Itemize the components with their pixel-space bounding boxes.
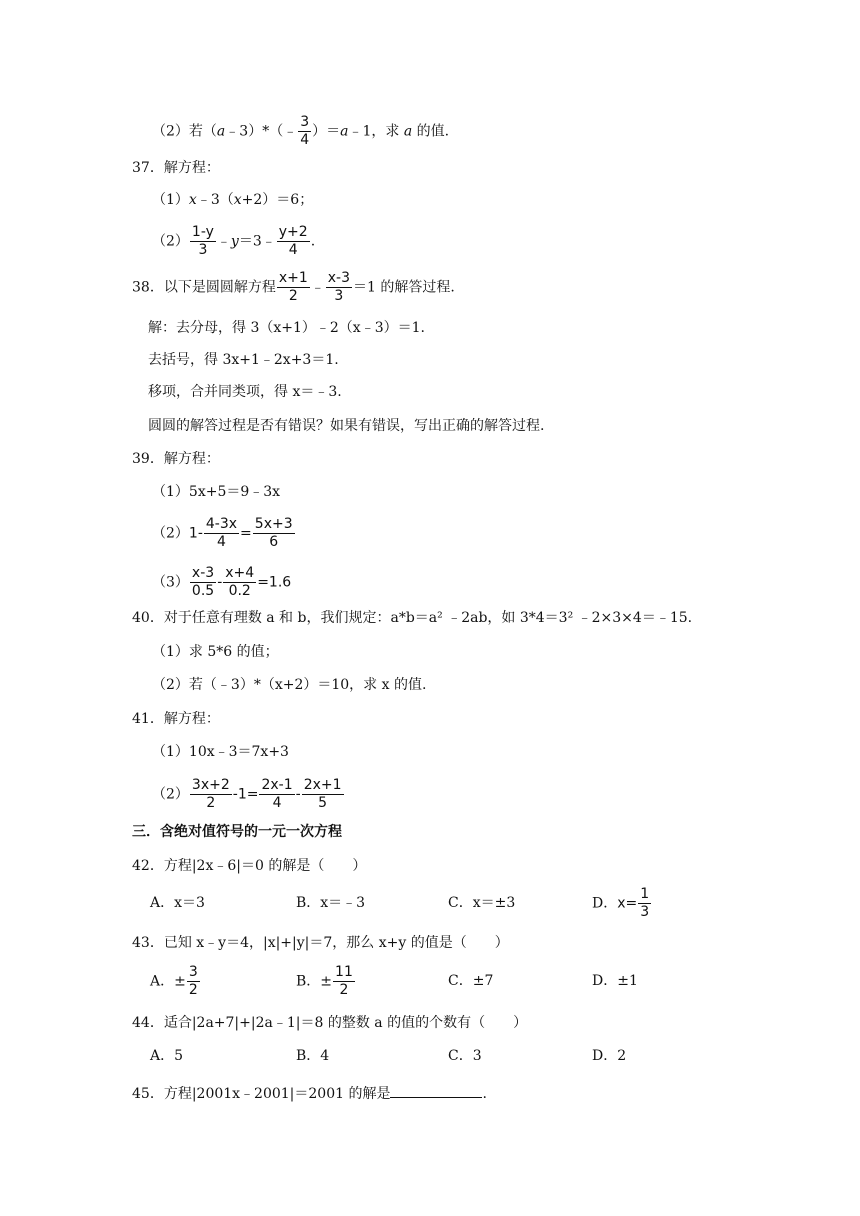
text: ﹣1，求 bbox=[348, 123, 400, 140]
text: ＝3﹣ bbox=[238, 233, 276, 250]
numerator: 5x+3 bbox=[254, 516, 293, 532]
q43-option-b[interactable] bbox=[296, 964, 356, 999]
var: x bbox=[233, 192, 242, 208]
text: （2） bbox=[152, 233, 189, 250]
q42-option-b[interactable]: B．x＝﹣3 bbox=[296, 895, 366, 911]
q39-part1: （1）5x+5＝9﹣3x bbox=[152, 484, 281, 500]
q44-stem: 44．适合|2a+7|+|2a﹣1|＝8 的整数 a 的值的个数有（ ） bbox=[132, 1015, 528, 1031]
text: ﹣3（ bbox=[196, 192, 234, 208]
text: ）＝ bbox=[312, 123, 341, 140]
numerator: 11 bbox=[335, 964, 353, 980]
var: x bbox=[188, 192, 197, 208]
q41-part1: （1）10x﹣3＝7x+3 bbox=[152, 744, 289, 760]
text: A．± bbox=[150, 973, 186, 990]
numerator: 3 bbox=[300, 114, 310, 130]
text: 的值. bbox=[416, 123, 450, 140]
numerator: 3x+2 bbox=[191, 777, 230, 793]
fraction bbox=[190, 224, 216, 259]
var: a bbox=[403, 123, 413, 140]
denominator: 2 bbox=[339, 982, 349, 998]
q42-option-c[interactable]: C．x＝±3 bbox=[448, 895, 516, 911]
q44-option-a[interactable]: A．5 bbox=[150, 1048, 184, 1064]
text: ﹣ bbox=[310, 279, 325, 296]
denominator: 3 bbox=[198, 242, 208, 258]
text: ﹣3）*（﹣ bbox=[225, 123, 298, 140]
q41-title: 41．解方程： bbox=[132, 711, 220, 727]
denominator: 5 bbox=[318, 795, 328, 811]
fraction bbox=[253, 516, 295, 551]
fraction bbox=[190, 565, 216, 600]
text: ﹣ bbox=[216, 233, 231, 250]
text: （2） bbox=[152, 525, 189, 542]
numerator: x-3 bbox=[327, 270, 351, 286]
text: - bbox=[217, 574, 223, 591]
text: - bbox=[295, 786, 301, 803]
q38-line1: 解：去分母，得 3（x+1）﹣2（x﹣3）＝1. bbox=[148, 320, 425, 336]
text: -1= bbox=[232, 786, 259, 803]
q38-stem bbox=[132, 270, 455, 305]
text: ＝1 的解答过程. bbox=[353, 279, 455, 296]
fraction bbox=[187, 964, 200, 999]
q43-option-a[interactable] bbox=[150, 964, 201, 999]
var: a bbox=[216, 123, 226, 140]
fraction bbox=[190, 777, 232, 812]
q37-part2 bbox=[152, 224, 315, 259]
text: （2） bbox=[152, 786, 189, 803]
fraction bbox=[638, 886, 651, 921]
denominator: 0.2 bbox=[228, 583, 251, 599]
answer-blank[interactable] bbox=[390, 1083, 482, 1098]
text: +2）＝6； bbox=[241, 192, 314, 208]
numerator: 2x+1 bbox=[303, 777, 342, 793]
q38-line3: 移项，合并同类项，得 x＝﹣3. bbox=[148, 384, 342, 400]
denominator: 4 bbox=[272, 795, 282, 811]
denominator: 3 bbox=[640, 904, 650, 920]
denominator: 2 bbox=[188, 982, 198, 998]
var: a bbox=[340, 123, 349, 140]
numerator: 1 bbox=[640, 886, 650, 902]
q37-part1 bbox=[152, 190, 313, 210]
numerator: 3 bbox=[188, 964, 198, 980]
q44-option-b[interactable]: B．4 bbox=[296, 1048, 330, 1064]
q38-line4: 圆圆的解答过程是否有错误？如果有错误，写出正确的解答过程. bbox=[148, 418, 545, 434]
q39-part2 bbox=[152, 516, 296, 551]
denominator: 4 bbox=[288, 242, 298, 258]
text: 1- bbox=[188, 525, 203, 542]
denominator: 3 bbox=[334, 288, 344, 304]
q42-option-d[interactable] bbox=[592, 886, 652, 921]
text: 45．方程|2001x﹣2001|＝2001 的解是 bbox=[132, 1086, 391, 1102]
text: . bbox=[482, 1086, 487, 1102]
section-heading: 三．含绝对值符号的一元一次方程 bbox=[132, 824, 342, 840]
text: . bbox=[310, 233, 316, 250]
fraction bbox=[223, 565, 256, 600]
numerator: 4-3x bbox=[205, 516, 238, 532]
fraction bbox=[277, 224, 310, 259]
denominator: 6 bbox=[269, 534, 279, 550]
numerator: x+1 bbox=[278, 270, 308, 286]
text: （3） bbox=[152, 574, 189, 591]
q42-option-a[interactable]: A．x＝3 bbox=[150, 895, 205, 911]
q43-stem: 43．已知 x﹣y＝4，|x|+|y|＝7，那么 x+y 的值是（ ） bbox=[132, 935, 509, 951]
q39-part3 bbox=[152, 565, 291, 600]
text: （2）若（ bbox=[152, 123, 217, 140]
text: x= bbox=[617, 895, 638, 912]
text: D． bbox=[592, 895, 618, 912]
q43-option-c[interactable]: C．±7 bbox=[448, 973, 494, 989]
q41-part2 bbox=[152, 777, 345, 812]
numerator: 1-y bbox=[191, 224, 214, 240]
numerator: x-3 bbox=[190, 565, 216, 583]
q40-part1: （1）求 5*6 的值； bbox=[152, 644, 279, 660]
fraction bbox=[277, 270, 310, 305]
q44-option-d[interactable]: D．2 bbox=[592, 1048, 627, 1064]
numerator: 2x-1 bbox=[261, 777, 293, 793]
numerator: y+2 bbox=[278, 224, 308, 240]
numerator: x+4 bbox=[225, 565, 255, 581]
text: 38．以下是圆圆解方程 bbox=[132, 279, 276, 296]
fraction bbox=[298, 114, 311, 149]
text: B．± bbox=[296, 973, 333, 990]
denominator: 4 bbox=[217, 534, 226, 550]
fraction bbox=[204, 516, 239, 551]
q42-stem: 42．方程|2x﹣6|＝0 的解是（ ） bbox=[132, 858, 367, 874]
text: = bbox=[240, 525, 252, 542]
denominator: 2 bbox=[288, 288, 298, 304]
q44-option-c[interactable]: C．3 bbox=[448, 1048, 482, 1064]
q43-option-d[interactable]: D．±1 bbox=[592, 973, 638, 989]
q37-title: 37．解方程： bbox=[132, 160, 220, 176]
q38-line2: 去括号，得 3x+1﹣2x+3＝1. bbox=[148, 352, 339, 368]
fraction bbox=[326, 270, 352, 305]
text: =1.6 bbox=[257, 574, 292, 591]
q36-part2 bbox=[152, 114, 449, 149]
text: （1） bbox=[152, 192, 189, 208]
fraction bbox=[302, 777, 344, 812]
q45-stem bbox=[132, 1083, 487, 1104]
denominator: 2 bbox=[206, 795, 216, 811]
q40-part2: （2）若（﹣3）*（x+2）＝10，求 x 的值. bbox=[152, 677, 427, 693]
q40-stem: 40．对于任意有理数 a 和 b，我们规定：a*b＝a² ﹣2ab，如 3*4＝3² ﹣2×3×4＝﹣15. bbox=[132, 610, 693, 626]
q39-title: 39．解方程： bbox=[132, 451, 220, 467]
var: y bbox=[230, 233, 239, 250]
denominator: 4 bbox=[300, 132, 310, 148]
fraction bbox=[259, 777, 294, 812]
denominator: 0.5 bbox=[191, 583, 215, 599]
fraction bbox=[333, 964, 355, 999]
